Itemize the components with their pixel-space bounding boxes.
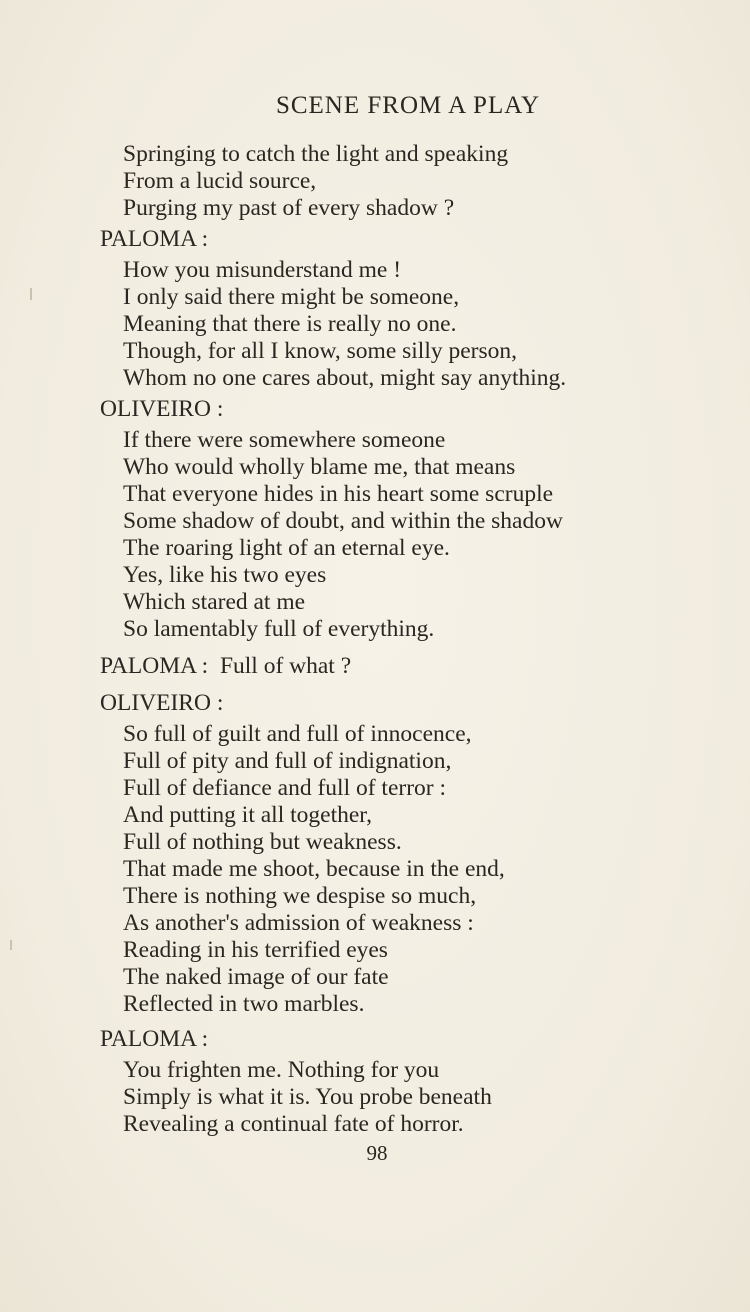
play-text	[100, 141, 700, 1138]
verse-line: Who would wholly blame me, that means	[123, 454, 516, 480]
verse-line: How you misunderstand me !	[123, 257, 402, 283]
speaker-name: OLIVEIRO :	[100, 690, 224, 716]
verse-line: Purging my past of every shadow ?	[123, 195, 455, 221]
verse-line: Springing to catch the light and speaking	[123, 141, 509, 167]
verse-line: Reflected in two marbles.	[123, 991, 365, 1017]
speaker-name: OLIVEIRO :	[100, 396, 224, 422]
verse-line: Which stared at me	[123, 589, 306, 615]
verse-line: From a lucid source,	[123, 168, 317, 194]
page-speck	[10, 940, 12, 950]
verse-line: Though, for all I know, some silly person,	[123, 338, 518, 364]
verse-line: The roaring light of an eternal eye.	[123, 535, 450, 561]
verse-line: And putting it all together,	[123, 802, 373, 828]
inline-speech: Full of what ?	[219, 653, 352, 679]
verse-line: If there were somewhere someone	[123, 427, 446, 453]
verse-line: Yes, like his two eyes	[123, 562, 327, 588]
running-head: SCENE FROM A PLAY	[275, 92, 541, 119]
verse-line: Full of defiance and full of terror :	[123, 775, 447, 801]
verse-line: As another's admission of weakness :	[123, 910, 474, 936]
verse-line: Revealing a continual fate of horror.	[123, 1111, 464, 1137]
verse-line: So full of guilt and full of innocence,	[123, 721, 472, 747]
verse-line: That made me shoot, because in the end,	[123, 856, 505, 882]
verse-line: I only said there might be someone,	[123, 284, 460, 310]
page-number: 98	[366, 1141, 388, 1165]
verse-line: Whom no one cares about, might say anything.	[123, 365, 567, 391]
speaker-line	[100, 653, 700, 680]
speaker-name: PALOMA :	[100, 1026, 209, 1052]
speaker-name: PALOMA :	[100, 653, 209, 679]
speaker-name: PALOMA :	[100, 226, 209, 252]
verse-line: Simply is what it is. You probe beneath	[123, 1084, 492, 1110]
verse-line: Some shadow of doubt, and within the shadow	[123, 508, 563, 534]
verse-line: Meaning that there is really no one.	[123, 311, 457, 337]
verse-line: Reading in his terrified eyes	[123, 937, 388, 963]
verse-line: Full of nothing but weakness.	[123, 829, 402, 855]
verse-line: That everyone hides in his heart some scruple	[123, 481, 554, 507]
verse-line: You frighten me. Nothing for you	[123, 1057, 440, 1083]
verse-line: There is nothing we despise so much,	[123, 883, 477, 909]
page-speck	[30, 288, 32, 300]
verse-line: The naked image of our fate	[123, 964, 389, 990]
verse-line: So lamentably full of everything.	[123, 616, 435, 642]
verse-line: Full of pity and full of indignation,	[123, 748, 452, 774]
